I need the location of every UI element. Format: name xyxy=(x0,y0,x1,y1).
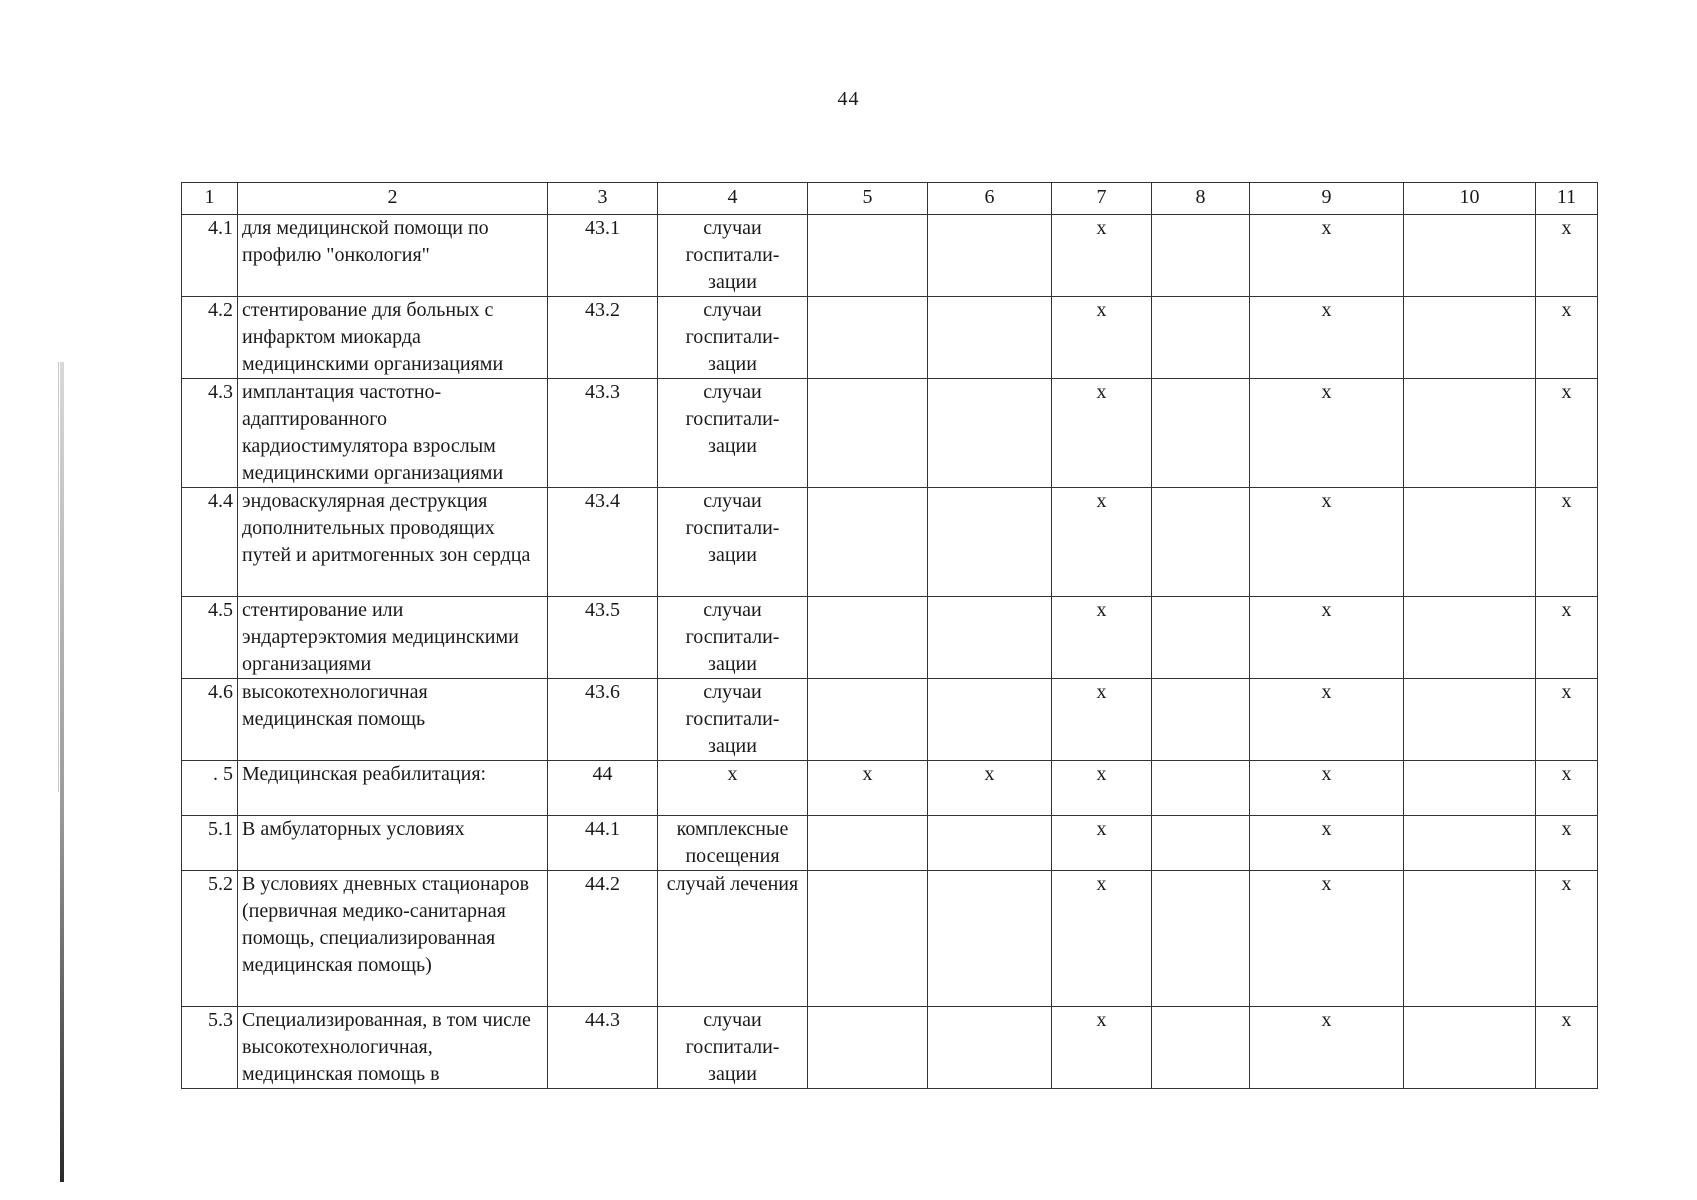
header-cell-6: 6 xyxy=(928,183,1052,215)
col-7-cell: х xyxy=(1052,679,1152,761)
row-name-cell: для медицинской помощи по профилю "онкология" xyxy=(238,215,548,297)
col-8-cell xyxy=(1152,761,1250,816)
row-unit-cell: случаи госпитали-зации xyxy=(658,488,808,597)
col-9-cell: х xyxy=(1250,597,1404,679)
col-7-cell: х xyxy=(1052,871,1152,1007)
row-number-cell: 5.3 xyxy=(182,1007,238,1089)
col-10-cell xyxy=(1404,597,1536,679)
col-11-cell: х xyxy=(1536,816,1598,871)
col-11-cell: х xyxy=(1536,297,1598,379)
col-9-cell: х xyxy=(1250,679,1404,761)
col-10-cell xyxy=(1404,215,1536,297)
row-code-cell: 44.1 xyxy=(548,816,658,871)
scan-edge-line xyxy=(58,362,59,792)
table-row xyxy=(182,816,1598,871)
col-6-cell xyxy=(928,379,1052,488)
row-number-cell: 4.3 xyxy=(182,379,238,488)
col-8-cell xyxy=(1152,297,1250,379)
col-7-cell: х xyxy=(1052,215,1152,297)
row-name-cell: Специализированная, в том числе высокотехнологичная, медицинская помощь в xyxy=(238,1007,548,1089)
col-5-cell xyxy=(808,871,928,1007)
row-unit-cell: случаи госпитали-зации xyxy=(658,297,808,379)
row-code-cell: 44.3 xyxy=(548,1007,658,1089)
col-7-cell: х xyxy=(1052,379,1152,488)
table-row xyxy=(182,761,1598,816)
row-unit-cell: случаи госпитали-зации xyxy=(658,679,808,761)
col-10-cell xyxy=(1404,816,1536,871)
table-row xyxy=(182,679,1598,761)
row-code-cell: 43.1 xyxy=(548,215,658,297)
row-number-cell: 5.2 xyxy=(182,871,238,1007)
header-cell-2: 2 xyxy=(238,183,548,215)
table-row xyxy=(182,297,1598,379)
row-unit-cell: случай лечения xyxy=(658,871,808,1007)
col-11-cell: х xyxy=(1536,871,1598,1007)
header-cell-8: 8 xyxy=(1152,183,1250,215)
col-5-cell xyxy=(808,488,928,597)
header-cell-7: 7 xyxy=(1052,183,1152,215)
table-row xyxy=(182,215,1598,297)
row-name-cell: В амбулаторных условиях xyxy=(238,816,548,871)
col-5-cell xyxy=(808,816,928,871)
row-code-cell: 43.2 xyxy=(548,297,658,379)
col-10-cell xyxy=(1404,871,1536,1007)
col-5-cell: х xyxy=(808,761,928,816)
col-5-cell xyxy=(808,215,928,297)
header-cell-9: 9 xyxy=(1250,183,1404,215)
row-number-cell: 5.1 xyxy=(182,816,238,871)
row-name-cell: высокотехнологичная медицинская помощь xyxy=(238,679,548,761)
data-table xyxy=(181,182,1598,1089)
table-header-row xyxy=(182,183,1598,215)
col-10-cell xyxy=(1404,297,1536,379)
row-number-cell: . 5 xyxy=(182,761,238,816)
table-row xyxy=(182,488,1598,597)
col-6-cell xyxy=(928,488,1052,597)
row-name-cell: стентирование для больных с инфарктом миокарда медицинскими организациями xyxy=(238,297,548,379)
col-8-cell xyxy=(1152,1007,1250,1089)
row-name-cell: эндоваскулярная деструкция дополнительных проводящих путей и аритмогенных зон сердца xyxy=(238,488,548,597)
col-11-cell: х xyxy=(1536,215,1598,297)
col-5-cell xyxy=(808,297,928,379)
row-number-cell: 4.6 xyxy=(182,679,238,761)
col-10-cell xyxy=(1404,679,1536,761)
row-unit-cell: случаи госпитали-зации xyxy=(658,597,808,679)
page-number: 44 xyxy=(837,88,860,110)
header-cell-11: 11 xyxy=(1536,183,1598,215)
col-6-cell xyxy=(928,816,1052,871)
table-row xyxy=(182,1007,1598,1089)
col-6-cell xyxy=(928,1007,1052,1089)
col-11-cell: х xyxy=(1536,1007,1598,1089)
col-11-cell: х xyxy=(1536,488,1598,597)
col-8-cell xyxy=(1152,679,1250,761)
col-9-cell: х xyxy=(1250,1007,1404,1089)
header-cell-3: 3 xyxy=(548,183,658,215)
header-cell-10: 10 xyxy=(1404,183,1536,215)
table-row xyxy=(182,379,1598,488)
col-11-cell: х xyxy=(1536,379,1598,488)
row-code-cell: 43.3 xyxy=(548,379,658,488)
col-6-cell xyxy=(928,871,1052,1007)
col-9-cell: х xyxy=(1250,488,1404,597)
col-10-cell xyxy=(1404,488,1536,597)
row-code-cell: 44.2 xyxy=(548,871,658,1007)
row-name-cell: стентирование или эндартерэктомия медицинскими организациями xyxy=(238,597,548,679)
row-number-cell: 4.5 xyxy=(182,597,238,679)
row-unit-cell: случаи госпитали-зации xyxy=(658,215,808,297)
col-8-cell xyxy=(1152,379,1250,488)
row-unit-cell: случаи госпитали-зации xyxy=(658,1007,808,1089)
row-unit-cell: комплексные посещения xyxy=(658,816,808,871)
col-7-cell: х xyxy=(1052,1007,1152,1089)
col-6-cell: х xyxy=(928,761,1052,816)
header-cell-4: 4 xyxy=(658,183,808,215)
col-7-cell: х xyxy=(1052,597,1152,679)
table-row xyxy=(182,871,1598,1007)
row-name-cell: Медицинская реабилитация: xyxy=(238,761,548,816)
row-name-cell: имплантация частотно-адаптированного кардиостимулятора взрослым медицинскими организациями xyxy=(238,379,548,488)
col-5-cell xyxy=(808,597,928,679)
col-11-cell: х xyxy=(1536,761,1598,816)
col-9-cell: х xyxy=(1250,816,1404,871)
col-8-cell xyxy=(1152,488,1250,597)
col-9-cell: х xyxy=(1250,871,1404,1007)
col-11-cell: х xyxy=(1536,679,1598,761)
col-8-cell xyxy=(1152,871,1250,1007)
col-6-cell xyxy=(928,215,1052,297)
col-8-cell xyxy=(1152,816,1250,871)
col-8-cell xyxy=(1152,597,1250,679)
col-9-cell: х xyxy=(1250,761,1404,816)
col-7-cell: х xyxy=(1052,297,1152,379)
col-6-cell xyxy=(928,597,1052,679)
row-number-cell: 4.2 xyxy=(182,297,238,379)
col-8-cell xyxy=(1152,215,1250,297)
row-code-cell: 43.4 xyxy=(548,488,658,597)
col-9-cell: х xyxy=(1250,215,1404,297)
row-number-cell: 4.1 xyxy=(182,215,238,297)
col-7-cell: х xyxy=(1052,761,1152,816)
col-5-cell xyxy=(808,1007,928,1089)
col-5-cell xyxy=(808,379,928,488)
col-9-cell: х xyxy=(1250,379,1404,488)
row-unit-cell: случаи госпитали-зации xyxy=(658,379,808,488)
row-code-cell: 44 xyxy=(548,761,658,816)
col-6-cell xyxy=(928,297,1052,379)
col-11-cell: х xyxy=(1536,597,1598,679)
col-7-cell: х xyxy=(1052,816,1152,871)
row-unit-cell: х xyxy=(658,761,808,816)
col-10-cell xyxy=(1404,761,1536,816)
header-cell-1: 1 xyxy=(182,183,238,215)
col-5-cell xyxy=(808,679,928,761)
row-number-cell: 4.4 xyxy=(182,488,238,597)
col-7-cell: х xyxy=(1052,488,1152,597)
scan-edge-shadow xyxy=(60,362,64,1182)
table-row xyxy=(182,597,1598,679)
col-6-cell xyxy=(928,679,1052,761)
header-cell-5: 5 xyxy=(808,183,928,215)
col-10-cell xyxy=(1404,379,1536,488)
row-name-cell: В условиях дневных стационаров (первичная медико-санитарная помощь, специализированная медицинская помощь) xyxy=(238,871,548,1007)
col-9-cell: х xyxy=(1250,297,1404,379)
row-code-cell: 43.5 xyxy=(548,597,658,679)
col-10-cell xyxy=(1404,1007,1536,1089)
row-code-cell: 43.6 xyxy=(548,679,658,761)
